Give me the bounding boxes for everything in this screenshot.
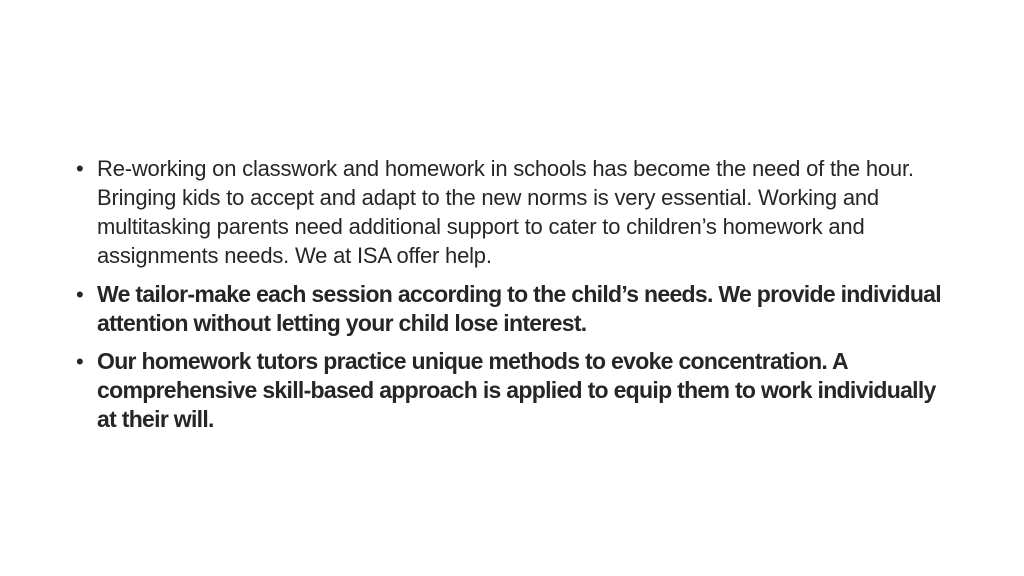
bullet-dot-icon: •: [76, 156, 84, 181]
bullet-text: We tailor-make each session according to the child’s needs. We provide individual attention without letting your child lose interest.: [97, 281, 941, 336]
bullet-list: [76, 154, 948, 443]
bullet-item-tailor-made: [76, 280, 948, 338]
bullet-item-homework-tutors: [76, 347, 948, 434]
bullet-dot-icon: •: [76, 282, 84, 307]
bullet-item-classwork: [76, 154, 948, 270]
bullet-text: Re-working on classwork and homework in schools has become the need of the hour. Bringing kids to accept and adapt to the new norms is very essential. Working and multitasking parents need additional support to cater to children’s homework and assignments needs. We at ISA offer help.: [97, 156, 914, 268]
bullet-dot-icon: •: [76, 349, 84, 374]
bullet-text: Our homework tutors practice unique methods to evoke concentration. A comprehensive skill-based approach is applied to equip them to work individually at their will.: [97, 348, 936, 432]
